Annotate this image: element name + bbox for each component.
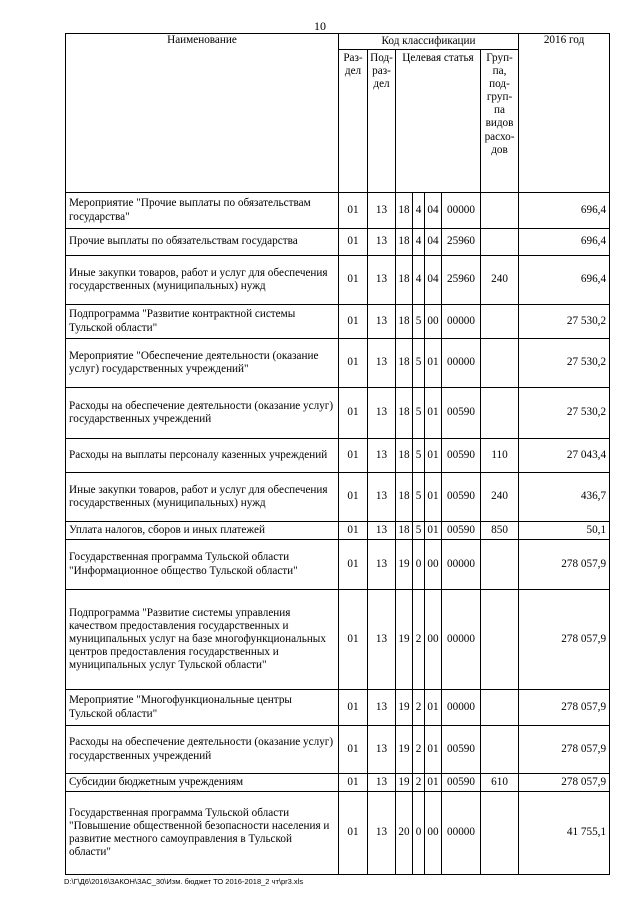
table-row [66,690,610,726]
row-expense-type [481,540,519,590]
row-expense-type [481,690,519,726]
table-row [66,305,610,339]
table-row [66,792,610,875]
row-expense-type [481,590,519,690]
row-podrazdel: 13 [368,193,396,229]
row-cs-program: 19 [396,726,413,774]
row-cs-subprogram: 2 [413,726,425,774]
row-cs-event: 01 [425,522,442,540]
row-expense-type [481,229,519,256]
row-expense-type: 610 [481,774,519,792]
row-cs-subprogram: 5 [413,473,425,522]
row-name: Прочие выплаты по обязательствам государства [66,229,339,256]
table-row [66,256,610,305]
row-cs-program: 18 [396,388,413,439]
row-amount: 27 043,4 [519,439,610,473]
row-cs-subprogram: 4 [413,229,425,256]
row-cs-direction: 00590 [442,726,481,774]
row-cs-event: 01 [425,726,442,774]
row-podrazdel: 13 [368,792,396,875]
row-expense-type [481,726,519,774]
row-cs-direction: 00590 [442,439,481,473]
header-expense-group: Груп- па, под- груп- па видов расхо- дов [481,50,519,193]
row-cs-program: 18 [396,193,413,229]
row-razdel: 01 [339,473,368,522]
row-cs-direction: 00000 [442,305,481,339]
row-cs-program: 18 [396,439,413,473]
row-razdel: 01 [339,256,368,305]
row-razdel: 01 [339,229,368,256]
row-cs-subprogram: 5 [413,439,425,473]
row-cs-event: 01 [425,388,442,439]
row-cs-subprogram: 5 [413,388,425,439]
row-razdel: 01 [339,522,368,540]
row-cs-event: 01 [425,690,442,726]
header-target-article: Целевая статья [396,50,481,193]
row-cs-program: 18 [396,522,413,540]
row-expense-type [481,193,519,229]
row-expense-type: 110 [481,439,519,473]
row-amount: 27 530,2 [519,305,610,339]
row-cs-program: 19 [396,690,413,726]
row-expense-type [481,305,519,339]
row-razdel: 01 [339,792,368,875]
header-name: Наименование [66,34,339,193]
table-row [66,339,610,388]
row-expense-type [481,388,519,439]
row-cs-direction: 25960 [442,229,481,256]
row-cs-subprogram: 0 [413,540,425,590]
row-expense-type [481,792,519,875]
row-cs-direction: 00590 [442,522,481,540]
row-cs-program: 18 [396,305,413,339]
row-name: Уплата налогов, сборов и иных платежей [66,522,339,540]
row-amount: 41 755,1 [519,792,610,875]
row-name: Расходы на обеспечение деятельности (оказание услуг) государственных учреждений [66,388,339,439]
row-podrazdel: 13 [368,590,396,690]
file-path-footer: D:\Г\Д6\2016\ЗАКОН\ЗАС_30\Изм. бюджет ТО 2016-2018_2 чт\pr3.xls [64,877,304,886]
row-cs-program: 20 [396,792,413,875]
row-cs-event: 04 [425,193,442,229]
row-podrazdel: 13 [368,774,396,792]
row-name: Подпрограмма "Развитие контрактной системы Тульской области" [66,305,339,339]
row-cs-event: 01 [425,439,442,473]
row-amount: 278 057,9 [519,540,610,590]
row-cs-subprogram: 5 [413,305,425,339]
row-amount: 696,4 [519,229,610,256]
row-cs-event: 00 [425,590,442,690]
row-name: Государственная программа Тульской области "Повышение общественной безопасности населения и развитие местного самоуправления в Тульской области" [66,792,339,875]
row-name: Расходы на обеспечение деятельности (оказание услуг) государственных учреждений [66,726,339,774]
row-cs-subprogram: 4 [413,256,425,305]
row-expense-type: 240 [481,256,519,305]
row-razdel: 01 [339,726,368,774]
page-number: 10 [314,19,326,33]
row-cs-subprogram: 4 [413,193,425,229]
row-cs-program: 19 [396,774,413,792]
row-razdel: 01 [339,439,368,473]
row-amount: 278 057,9 [519,590,610,690]
row-cs-subprogram: 2 [413,590,425,690]
row-razdel: 01 [339,388,368,439]
header-section: Раз- дел [339,50,368,193]
row-razdel: 01 [339,590,368,690]
row-amount: 278 057,9 [519,726,610,774]
row-amount: 278 057,9 [519,690,610,726]
row-name: Мероприятие "Прочие выплаты по обязательствам государства" [66,193,339,229]
table-row [66,774,610,792]
row-expense-type: 240 [481,473,519,522]
table-row [66,439,610,473]
row-cs-event: 01 [425,339,442,388]
header-code-group: Код классификации [339,34,519,50]
row-name: Иные закупки товаров, работ и услуг для обеспечения государственных (муниципальных) нужд [66,473,339,522]
row-name: Субсидии бюджетным учреждениям [66,774,339,792]
row-cs-program: 19 [396,540,413,590]
row-cs-direction: 00000 [442,339,481,388]
row-cs-subprogram: 0 [413,792,425,875]
row-cs-event: 00 [425,792,442,875]
row-cs-program: 18 [396,229,413,256]
row-cs-program: 19 [396,590,413,690]
row-cs-event: 04 [425,256,442,305]
row-amount: 278 057,9 [519,774,610,792]
table-row [66,540,610,590]
row-podrazdel: 13 [368,256,396,305]
row-name: Иные закупки товаров, работ и услуг для обеспечения государственных (муниципальных) нужд [66,256,339,305]
row-expense-type: 850 [481,522,519,540]
row-name: Государственная программа Тульской области "Информационное общество Тульской области" [66,540,339,590]
table-row [66,193,610,229]
row-razdel: 01 [339,774,368,792]
row-cs-direction: 00590 [442,774,481,792]
row-cs-direction: 00590 [442,388,481,439]
row-cs-direction: 00000 [442,690,481,726]
header-year: 2016 год [519,34,610,193]
row-podrazdel: 13 [368,540,396,590]
row-cs-program: 18 [396,256,413,305]
row-podrazdel: 13 [368,473,396,522]
row-podrazdel: 13 [368,726,396,774]
row-cs-direction: 00000 [442,540,481,590]
row-podrazdel: 13 [368,229,396,256]
row-razdel: 01 [339,193,368,229]
row-expense-type [481,339,519,388]
row-cs-direction: 25960 [442,256,481,305]
row-amount: 696,4 [519,193,610,229]
row-amount: 50,1 [519,522,610,540]
table-row [66,229,610,256]
row-cs-direction: 00000 [442,792,481,875]
budget-table [65,33,610,875]
row-cs-event: 00 [425,305,442,339]
table-row [66,388,610,439]
row-name: Мероприятие "Многофункциональные центры Тульской области" [66,690,339,726]
row-razdel: 01 [339,690,368,726]
row-cs-direction: 00000 [442,590,481,690]
row-amount: 436,7 [519,473,610,522]
row-amount: 27 530,2 [519,339,610,388]
row-cs-subprogram: 2 [413,774,425,792]
row-cs-program: 18 [396,473,413,522]
row-cs-event: 01 [425,774,442,792]
row-cs-direction: 00000 [442,193,481,229]
row-cs-event: 00 [425,540,442,590]
row-razdel: 01 [339,540,368,590]
row-cs-event: 01 [425,473,442,522]
row-amount: 27 530,2 [519,388,610,439]
row-podrazdel: 13 [368,439,396,473]
table-row [66,590,610,690]
table-row [66,726,610,774]
row-cs-event: 04 [425,229,442,256]
row-cs-subprogram: 5 [413,522,425,540]
row-cs-program: 18 [396,339,413,388]
row-amount: 696,4 [519,256,610,305]
row-razdel: 01 [339,305,368,339]
row-name: Подпрограмма "Развитие системы управления качеством предоставления государственных и муниципальных услуг на базе многофункциональных центров предоставления государственных и муниципальных услуг Тульской области" [66,590,339,690]
table-row [66,473,610,522]
row-podrazdel: 13 [368,388,396,439]
row-cs-direction: 00590 [442,473,481,522]
row-podrazdel: 13 [368,339,396,388]
row-cs-subprogram: 2 [413,690,425,726]
row-podrazdel: 13 [368,305,396,339]
row-name: Расходы на выплаты персоналу казенных учреждений [66,439,339,473]
row-podrazdel: 13 [368,522,396,540]
row-cs-subprogram: 5 [413,339,425,388]
row-name: Мероприятие "Обеспечение деятельности (оказание услуг) государственных учреждений" [66,339,339,388]
table-row [66,522,610,540]
row-razdel: 01 [339,339,368,388]
header-subsection: Под- раз- дел [368,50,396,193]
row-podrazdel: 13 [368,690,396,726]
